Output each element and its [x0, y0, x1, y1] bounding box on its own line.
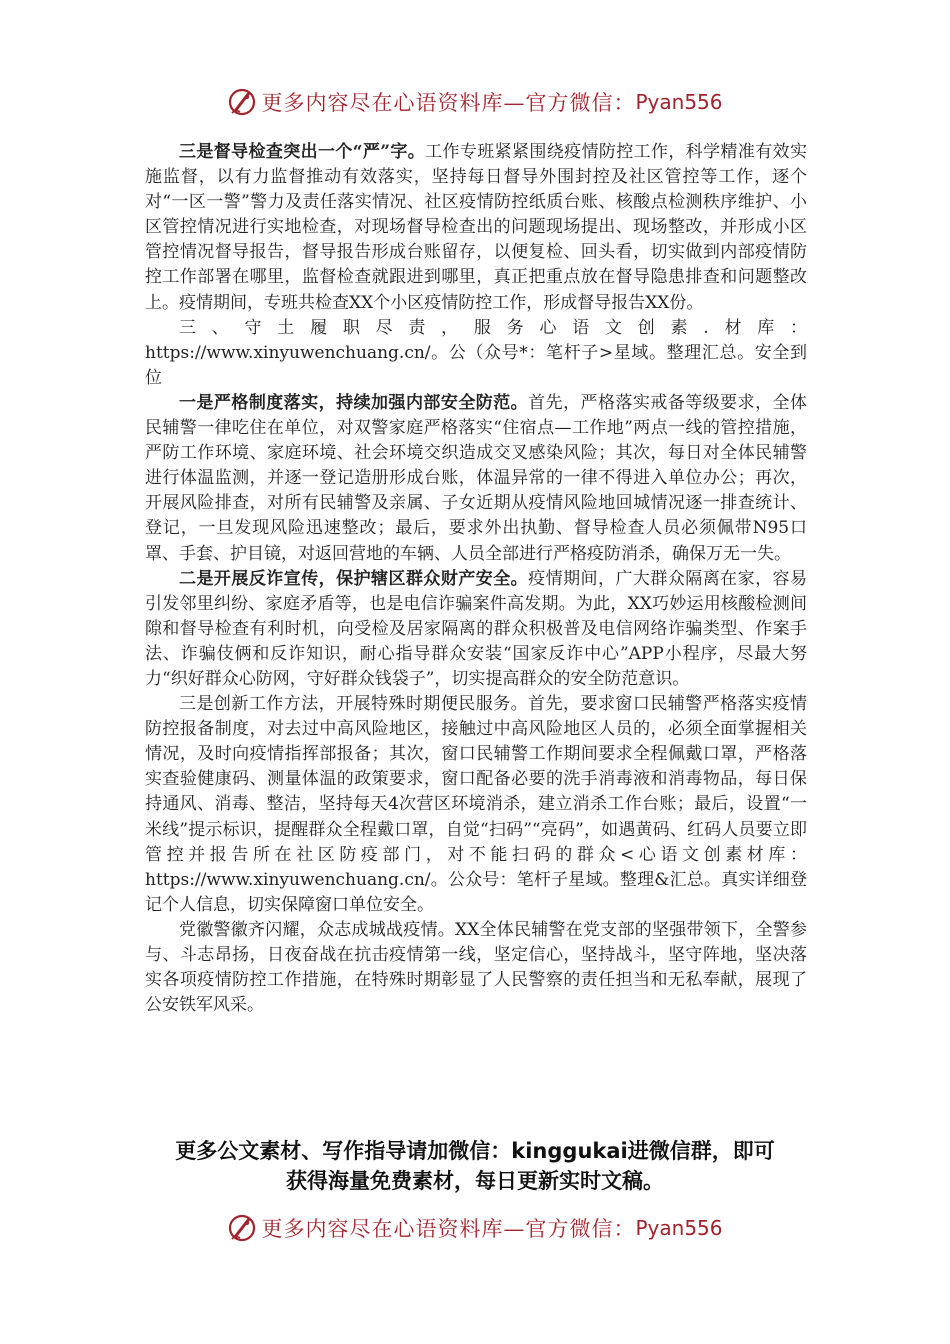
- paragraph: [145, 567, 807, 692]
- paragraph-text: 首先，严格落实戒备等级要求，全体民辅警一律吃住在单位，对双警家庭严格落实“住宿点—工作地”两点一线的管控措施，严防工作环境、家庭环境、社会环境交织造成交叉感染风险；其次，每日对全体民辅警进行体温监测，并逐一登记造册形成台账，体温异常的一律不得进入单位办公；再次，开展风险排查，对所有民辅警及亲属、子女近期从疫情风险地回城情况逐一排查统计、登记，一旦发现风险迅速整改；最后，要求外出执勤、督导检查人员必须佩带N95口罩、手套、护目镜，对返回营地的车辆、人员全部进行严格疫防消杀，确保万无一失。: [145, 392, 808, 564]
- paragraph-text: 工作专班紧紧围绕疫情防控工作，科学精准有效实施监督，以有力监督推动有效落实，坚持每日督导外围封控及社区管控等工作，逐个对“一区一警”警力及责任落实情况、社区疫情防控纸质台账、核酸点检测秩序维护、小区管控情况进行实地检查，对现场督导检查出的问题现场提出、现场整改，并形成小区管控情况督导报告，督导报告形成台账留存，以便复检、回头看，切实做到内部疫情防控工作部署在哪里，监督检查就跟进到哪里，真正把重点放在督导隐患排查和问题整改上。疫情期间，专班共检查XX个小区疫情防控工作，形成督导报告XX份。: [145, 142, 807, 313]
- footer-line: 获得海量免费素材，每日更新实时文稿。: [286, 1169, 664, 1193]
- banner-text: 更多内容尽在心语资料库—官方微信：: [261, 91, 636, 115]
- paragraph-text: 三、守土履职尽责，服务心语文创素.材库：https://www.xinyuwenchuang.cn/。公（众号*：笔杆子>星域。整理汇总。安全到位: [145, 317, 807, 388]
- pen-logo-icon: [227, 87, 257, 117]
- paragraph-heading: 三是督导检查突出一个“严”字。: [179, 142, 426, 162]
- footer-line: 更多公文素材、写作指导请加微信：kinggukai进微信群，即可: [175, 1139, 775, 1163]
- paragraph-text: 三是创新工作方法，开展特殊时期便民服务。首先，要求窗口民辅警严格落实疫情防控报备制度，对去过中高风险地区，接触过中高风险地区人员的，必须全面掌握相关情况，及时向疫情指挥部报备；其次，窗口民辅警工作期间要求全程佩戴口罩，严格落实查验健康码、测量体温的政策要求，窗口配备必要的洗手消毒液和消毒物品，每日保持通风、消毒、整洁，坚持每天4次营区环境消杀，建立消杀工作台账；最后，设置“一米线”提示标识，提醒群众全程戴口罩，自觉“扫码”“亮码”，如遇黄码、红码人员要立即管控并报告所在社区防疫部门，对不能扫码的群众<心语文创素材库：https://www.xinyuwenchuang.cn/。公众号：笔杆子星域。整理&汇总。真实详细登记个人信息，切实保障窗口单位安全。: [145, 694, 807, 915]
- paragraph-text: 党徽警徽齐闪耀，众志成城战疫情。XX全体民辅警在党支部的坚强带领下，全警参与、斗志昂扬，日夜奋战在抗击疫情第一线，坚定信心，坚持战斗，坚守阵地，坚决落实各项疫情防控工作措施，在特殊时期彰显了人民警察的责任担当和无私奉献，展现了公安铁军风采。: [145, 919, 807, 1016]
- banner-wechat-id: Pyan556: [635, 1216, 723, 1240]
- header-banner: [0, 82, 950, 122]
- paragraph-heading: 一是严格制度落实，持续加强内部安全防范。: [179, 392, 529, 413]
- banner-text: 更多内容尽在心语资料库—官方微信：: [261, 1217, 636, 1241]
- footer-banner: [0, 1208, 950, 1248]
- paragraph: [145, 391, 807, 567]
- paragraph-text: 疫情期间，广大群众隔离在家，容易引发邻里纠纷、家庭矛盾等，也是电信诈骗案件高发期。为此，XX巧妙运用核酸检测间隙和督导检查有利时机，向受检及居家隔离的群众积极普及电信网络诈骗类型、作案手法、诈骗伎俩和反诈知识，耐心指导群众安装“国家反诈中心”APP小程序，尽最大努力“织好群众心防网，守好群众钱袋子”，切实提高群众的安全防范意识。: [145, 568, 808, 689]
- paragraph: [145, 140, 807, 316]
- paragraph: [145, 918, 807, 1018]
- document-body: [145, 140, 807, 1018]
- paragraph: [145, 692, 807, 918]
- banner-wechat-id: Pyan556: [635, 90, 723, 114]
- pen-logo-icon: [227, 1213, 257, 1243]
- paragraph-heading: 二是开展反诈宣传，保护辖区群众财产安全。: [179, 568, 529, 589]
- footer-note: [120, 1136, 830, 1196]
- paragraph: [145, 316, 807, 391]
